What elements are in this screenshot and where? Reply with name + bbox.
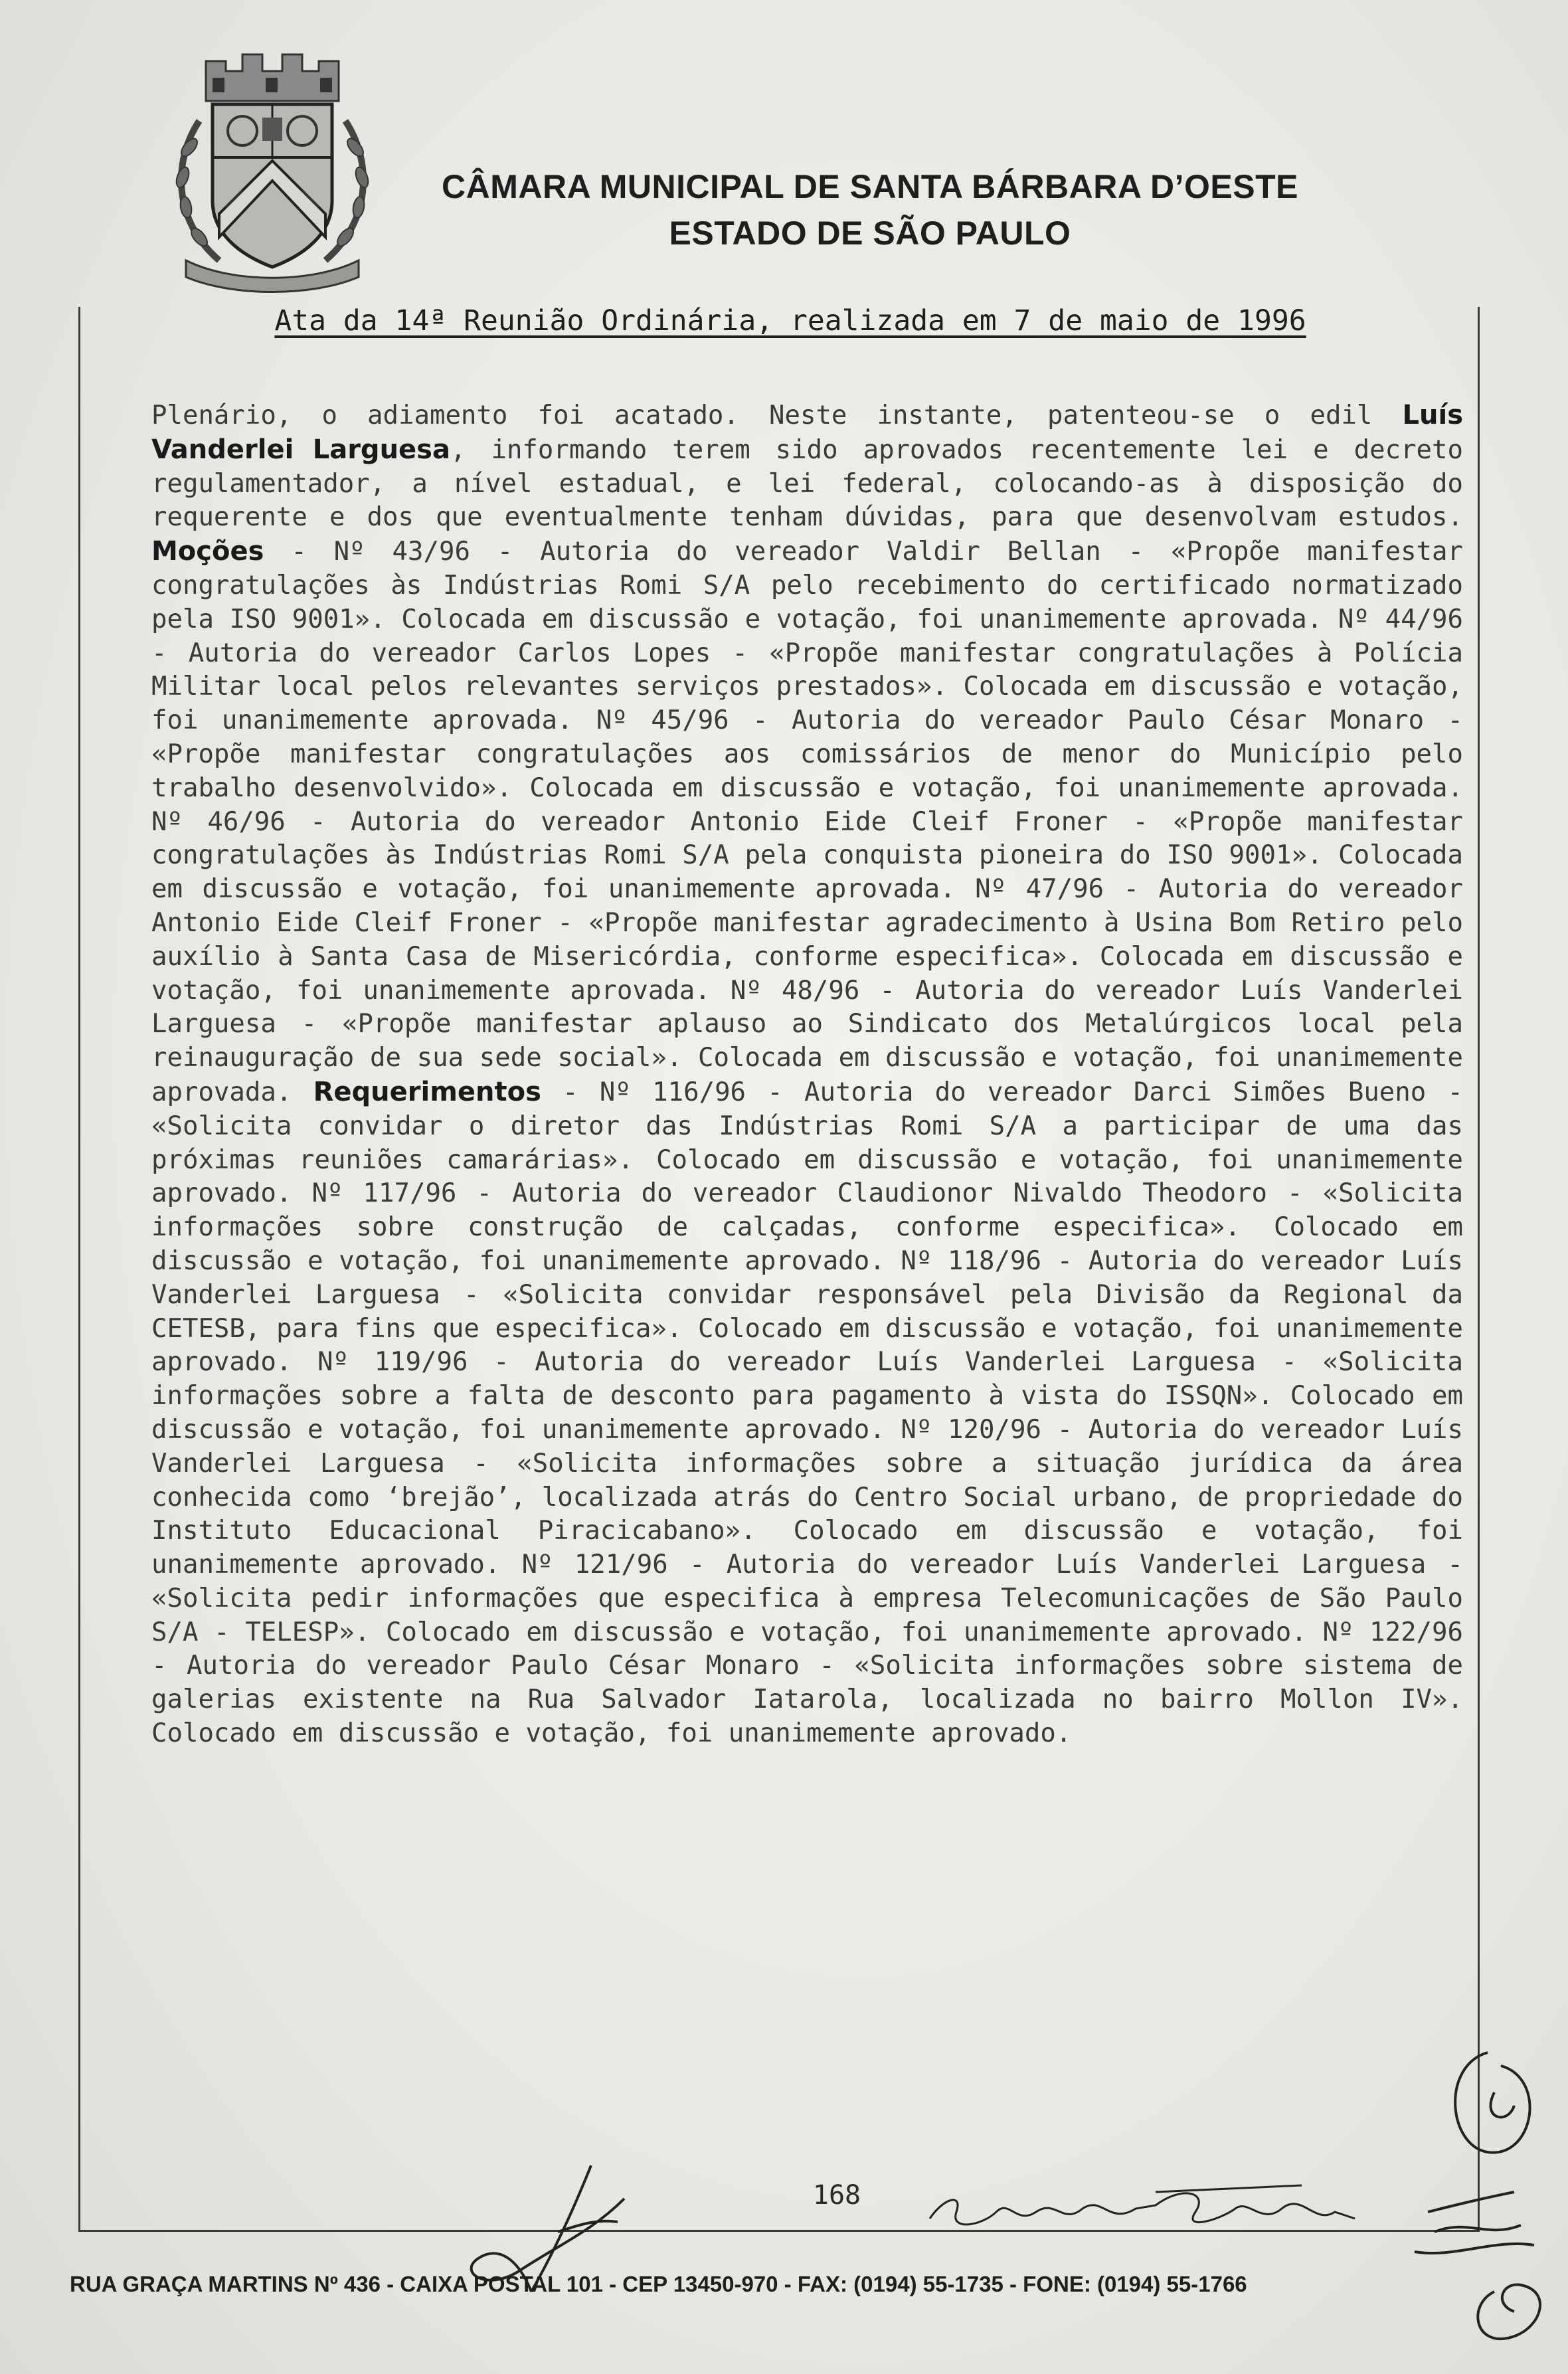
body-text-segment: Plenário, o adiamento foi acatado. Neste instante, patenteou-se o edil [151, 401, 1403, 430]
body-text-segment: , informando terem sido aprovados recentemente lei e decreto regulamentador, a nível estadual, e lei federal, colocando-as à disposição do requerente e dos que eventualmente tenham dúvidas, para que desenvolvam estudos. [151, 434, 1463, 533]
body-text-segment: - Nº 116/96 - Autoria do vereador Darci Simões Bueno - «Solicita convidar o diretor das Indústrias Romi S/A a participar de uma das próximas reuniões camarárias». Colocado em discussão e votação, foi unanimemente aprovado. Nº 117/96 - Autoria do vereador Claudionor Nivaldo Theodoro - «Solicita informações sobre construção de calçadas, conforme especifica». Colocado em discussão e votação, foi unanimemente aprovado. Nº 118/96 - Autoria do vereador Luís Vanderlei Larguesa - «Solicita convidar responsável pela Divisão da Regional da CETESB, para fins que especifica». Colocado em discussão e votação, foi unanimemente aprovado. Nº 119/96 - Autoria do vereador Luís Vanderlei Larguesa - «Solicita informações sobre a falta de desconto para pagamento à vista do ISSQN». Colocado em discussão e votação, foi unanimemente aprovado. Nº 120/96 - Autoria do vereador Luís Vanderlei Larguesa - «Solicita informações sobre a situação jurídica da área conhecida como ‘brejão’, localizada atrás do Centro Social urbano, de propriedade do Instituto Educacional Piracicabano». Colocado em discussão e votação, foi unanimemente aprovado. Nº 121/96 - Autoria do vereador Luís Vanderlei Larguesa - «Solicita pedir informações que especifica à empresa Telecomunicações de São Paulo S/A - TELESP». Colocado em discussão e votação, foi unanimemente aprovado. Nº 122/96 - Autoria do vereador Paulo César Monaro - «Solicita informações sobre sistema de galerias existente na Rua Salvador Iatarola, localizada no bairro Mollon IV». Colocado em discussão e votação, foi unanimemente aprovado. [151, 1077, 1463, 1749]
page-number: 168 [812, 2180, 861, 2211]
minutes-paragraph [151, 399, 1463, 1751]
footer-address: RUA GRAÇA MARTINS Nº 436 - CAIXA POSTAL 101 - CEP 13450-970 - FAX: (0194) 55-1735 - FONE: (0194) 55-1766 [70, 2272, 1247, 2296]
council-member-name: Luís Vanderlei Larguesa [151, 400, 1463, 465]
frame-bottom-border [78, 2230, 1480, 2232]
state-name: ESTADO DE SÃO PAULO [669, 215, 1071, 252]
frame-left-border [78, 307, 80, 2230]
frame-right-border [1478, 307, 1480, 2230]
body-text-segment: - Nº 43/96 - Autoria do vereador Valdir Bellan - «Propõe manifestar congratulações às Indústrias Romi S/A pelo recebimento do certificado normatizado pela ISO 9001». Colocada em discussão e votação, foi unanimemente aprovada. Nº 44/96 - Autoria do vereador Carlos Lopes - «Propõe manifestar congratulações à Polícia Militar local pelos relevantes serviços prestados». Colocada em discussão e votação, foi unanimemente aprovada. Nº 45/96 - Autoria do vereador Paulo César Monaro - «Propõe manifestar congratulações aos comissários de menor do Município pelo trabalho desenvolvido». Colocada em discussão e votação, foi unanimemente aprovada. Nº 46/96 - Autoria do vereador Antonio Eide Cleif Froner - «Propõe manifestar congratulações às Indústrias Romi S/A pela conquista pioneira do ISO 9001». Colocada em discussão e votação, foi unanimemente aprovada. Nº 47/96 - Autoria do vereador Antonio Eide Cleif Froner - «Propõe manifestar agradecimento à Usina Bom Retiro pelo auxílio à Santa Casa de Misericórdia, conforme especifica». Colocada em discussão e votação, foi unanimemente aprovada. Nº 48/96 - Autoria do vereador Luís Vanderlei Larguesa - «Propõe manifestar aplauso ao Sindicato dos Metalúrgicos local pela reinauguração de sua sede social». Colocada em discussão e votação, foi unanimemente aprovada. [151, 537, 1463, 1107]
section-label-requerimentos: Requerimentos [313, 1076, 541, 1107]
section-label-mocoes: Moções [151, 536, 264, 567]
coat-of-arms-emblem [159, 48, 385, 294]
institution-name: CÂMARA MUNICIPAL DE SANTA BÁRBARA D’OESTE [442, 168, 1298, 205]
minutes-body [151, 399, 1463, 1751]
signature-center [903, 2172, 1368, 2245]
document-title: Ata da 14ª Reunião Ordinária, realizada em 7 de maio de 1996 [274, 304, 1306, 337]
